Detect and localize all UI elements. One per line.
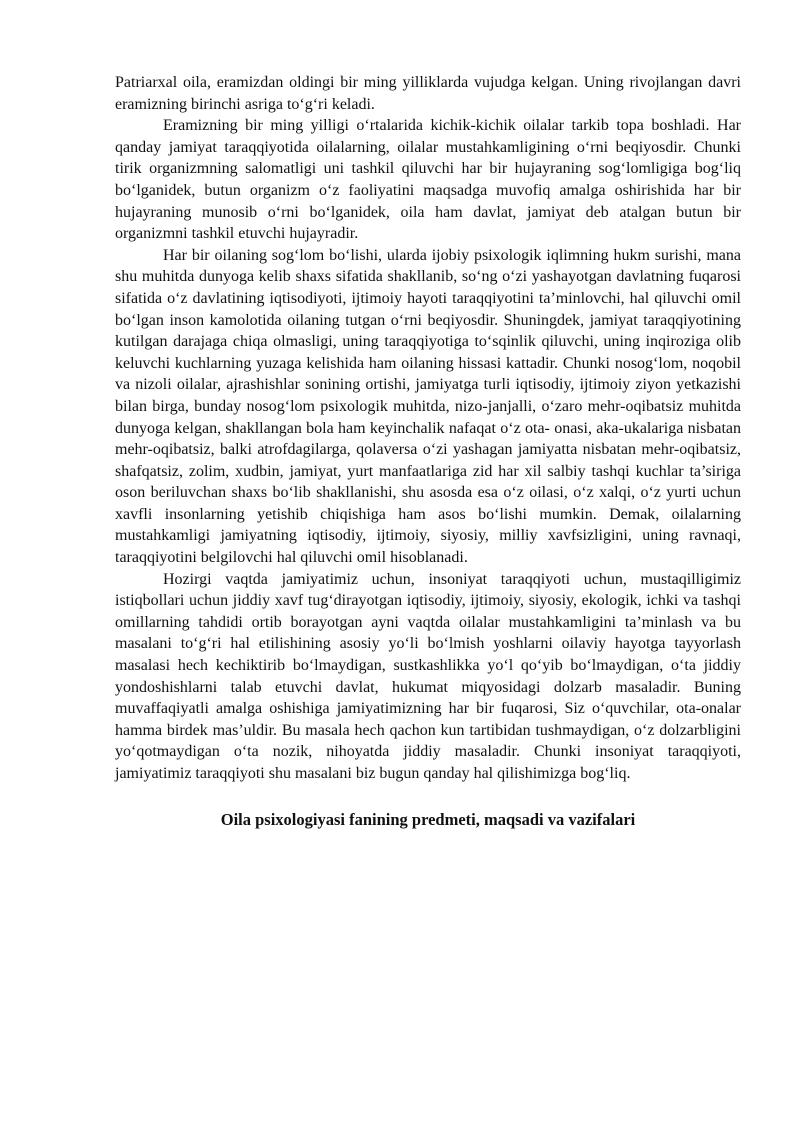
paragraph-current-threats: Hozirgi vaqtda jamiyatimiz uchun, insoniyat taraqqiyoti uchun, mustaqilligimiz istiqbollari uchun jiddiy xavf tug‘dirayotgan iqtisodiy, ijtimoiy, siyosiy, ekologik, ichki va tashqi omillarning tahdidi ortib borayotgan ayni vaqtda oilalar mustahkamligini ta’minlash va bu masalani to‘g‘ri hal etilishining asosiy yo‘li bo‘lmish yoshlarni oilaviy hayotga tayyorlash masalasi hech kechiktirib bo‘lmaydigan, sustkashlikka yo‘l qo‘yib bo‘lmaydigan, o‘ta jiddiy yondoshishlarni talab etuvchi davlat, hukumat miqyosidagi dolzarb masaladir. Buning muvaffaqiyatli amalga oshishiga jamiyatimizning har bir fuqarosi, Siz o‘quvchilar, ota-onalar hamma birdek mas’uldir. Bu masala hech qachon kun tartibidan tushmaydigan, o‘z dolzarbligini yo‘qotmaydigan o‘ta nozik, nihoyatda jiddiy masaladir. Chunki insoniyat taraqqiyoti, jamiyatimiz taraqqiyoti shu masalani biz bugun qanday hal qilishimizga bog‘liq.: [115, 570, 741, 782]
document-page: [115, 72, 741, 831]
paragraph-small-families: Eramizning bir ming yilligi o‘rtalarida kichik-kichik oilalar tarkib topa boshladi. Har qanday jamiyat taraqqiyotida oilalarning, oilalar mustahkamligining o‘rni beqiyosdir. Chunki tirik organizmning salomatligi uni tashkil qiluvchi har bir hujayraning sog‘lomligiga bog‘liq bo‘lganidek, butun organizm o‘z faoliyatini maqsadga muvofiq amalga oshirishida har bir hujayraning munosib o‘rni bo‘lganidek, oila ham davlat, jamiyat deb atalgan butun bir organizmni tashkil etuvchi hujayradir.: [115, 117, 741, 243]
paragraph-patriarchal-family: Patriarxal oila, eramizdan oldingi bir ming yilliklarda vujudga kelgan. Uning rivojlangan davri eramizning birinchi asriga to‘g‘ri keladi.: [115, 74, 741, 113]
section-heading: Oila psixologiyasi fanining predmeti, maqsadi va vazifalari: [220, 809, 636, 829]
paragraph-healthy-family: Har bir oilaning sog‘lom bo‘lishi, ularda ijobiy psixologik iqlimning hukm surishi, mana shu muhitda dunyoga kelib shaxs sifatida shakllanib, so‘ng o‘zi yashayotgan davlatning fuqarosi sifatida o‘z davlatining iqtisodiyoti, ijtimoiy hayoti taraqqiyotini ta’minlovchi, hal qiluvchi omil bo‘lgan inson kamolotida oilaning tutgan o‘rni beqiyosdir. Shuningdek, jamiyat taraqqiyotining kutilgan darajaga chiqa olmasligi, uning taraqqiyotiga to‘sqinlik qiluvchi, uning inqiroziga olib keluvchi kuchlarning yuzaga kelishida ham oilaning hissasi kattadir. Chunki nosog‘lom, noqobil va nizoli oilalar, ajrashishlar sonining ortishi, jamiyatga turli iqtisodiy, ijtimoiy ziyon yetkazishi bilan birga, bunday nosog‘lom psixologik muhitda, nizo-janjalli, o‘zaro mehr-oqibatsiz muhitda dunyoga kelgan, shakllangan bola ham keyinchalik nafaqat o‘z ota- onasi, aka-ukalariga nisbatan mehr-oqibatsiz, balki atrofdagilarga, qolaversa o‘zi yashagan jamiyatta nisbatan mehr-oqibatsiz, shafqatsiz, zolim, xudbin, jamiyat, yurt manfaatlariga zid har xil salbiy tashqi kuchlar ta’siriga oson beriluvchan shaxs bo‘lib shakllanishi, shu asosda esa o‘z oilasi, o‘z xalqi, o‘z yurti uchun xavfli insonlarning yetishib chiqishiga ham asos bo‘lishi mumkin. Demak, oilalarning mustahkamligi jamiyatning iqtisodiy, ijtimoiy, siyosiy, milliy xavfsizligini, uning ravnaqi, taraqqiyotini belgilovchi hal qiluvchi omil hisoblanadi.: [115, 246, 741, 567]
